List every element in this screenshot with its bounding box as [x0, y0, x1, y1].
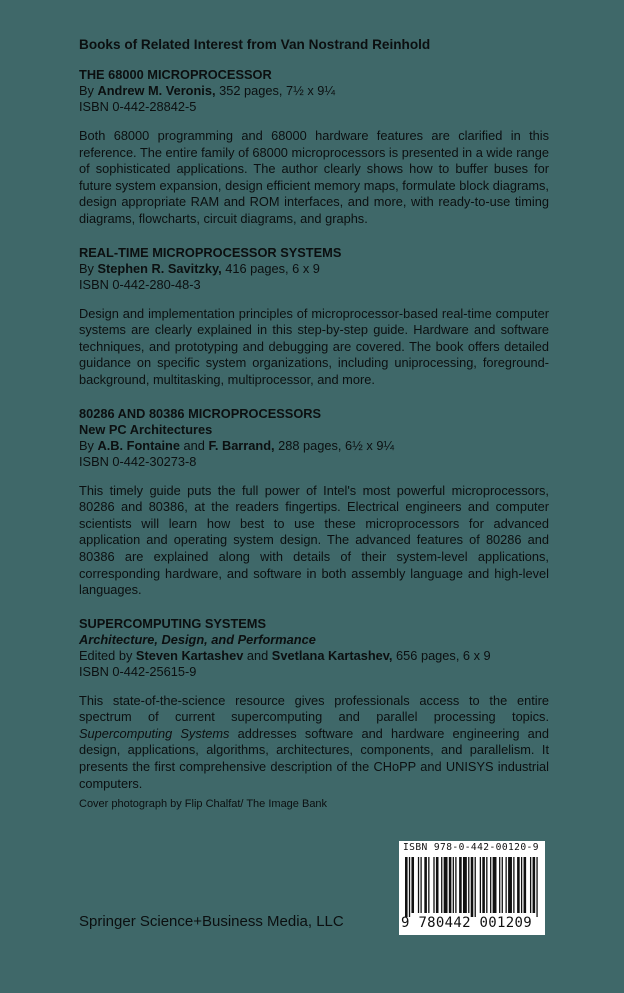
barcode-bar	[428, 857, 429, 913]
barcode-bar	[436, 857, 439, 913]
book-isbn: ISBN 0-442-280-48-3	[79, 276, 201, 292]
barcode-bar	[418, 857, 419, 913]
author-name: Stephen R. Savitzky,	[97, 260, 222, 276]
book-entry	[79, 245, 549, 389]
book-subtitle: New PC Architectures	[79, 421, 213, 437]
barcode-bar	[420, 857, 421, 913]
barcode-digits: 9 780442 001209	[401, 915, 532, 931]
by-prefix: By	[79, 437, 98, 453]
barcode-bar	[409, 857, 410, 917]
cover-photo-credit: Cover photograph by Flip Chalfat/ The Image Bank	[79, 798, 328, 810]
barcode-bar	[441, 857, 442, 913]
barcode-bar	[517, 857, 520, 913]
barcode-bar	[475, 857, 476, 917]
barcode-bar	[459, 857, 462, 913]
book-entry	[79, 67, 549, 228]
back-cover-content	[79, 37, 549, 809]
barcode-bar	[405, 857, 408, 917]
author-name: F. Barrand,	[208, 437, 275, 453]
book-description: Both 68000 programming and 68000 hardware features are clarified in this reference. The entire family of 68000 microprocessors is presented in a wide range of sophisticated applications. The author clearly shows how to buffer buses for future system expansion, design efficient memory maps, formulate block diagrams, design appropriate RAM and ROM interfaces, and more, with ready-to-use timing diagrams, flowcharts, circuit diagrams, and graphs.	[79, 128, 549, 226]
barcode-bar	[533, 857, 536, 913]
author-join: and	[179, 437, 209, 453]
description-text: addresses software and hardware engineering and design, applications, algorithms, architectures, components, and parallelism. It presents the first comprehensive description of the CHoPP and UNISYS industrial computers.	[79, 725, 549, 791]
book-description	[79, 693, 549, 793]
book-isbn: ISBN 0-442-30273-8	[79, 453, 197, 469]
barcode-bar	[536, 857, 537, 917]
barcode-bar	[449, 857, 452, 913]
barcode-bar	[486, 857, 487, 913]
barcode-bar	[493, 857, 497, 913]
book-title: SUPERCOMPUTING SYSTEMS	[79, 615, 266, 631]
barcode-bar	[444, 857, 448, 913]
description-text: This state-of-the-science resource gives professionals access to the entire spectrum of current supercomputing and parallel processing topics.	[79, 692, 549, 725]
barcode-bar	[490, 857, 491, 913]
book-byline	[79, 648, 549, 664]
book-isbn: ISBN 0-442-25615-9	[79, 663, 197, 679]
book-details: 416 pages, 6 x 9	[221, 260, 320, 276]
book-byline	[79, 83, 549, 99]
barcode-bar	[506, 857, 507, 913]
book-subtitle-text: Architecture, Design, and Performance	[79, 631, 316, 647]
barcode-bar	[411, 857, 414, 913]
isbn-barcode	[399, 841, 545, 935]
by-prefix: By	[79, 260, 98, 276]
barcode-bar	[482, 857, 485, 913]
barcode-bar	[508, 857, 512, 913]
barcode-isbn-text: ISBN 978-0-442-00120-9	[403, 842, 539, 853]
barcode-bar	[502, 857, 503, 913]
barcode-bars	[405, 857, 539, 917]
book-title: 80286 AND 80386 MICROPROCESSORS	[79, 405, 322, 421]
author-join: and	[243, 647, 272, 663]
description-italic: Supercomputing Systems	[79, 725, 230, 741]
barcode-bar	[453, 857, 454, 913]
author-name: Svetlana Kartashev,	[271, 647, 393, 663]
book-byline	[79, 261, 549, 277]
barcode-bar	[499, 857, 500, 913]
book-byline	[79, 438, 549, 454]
barcode-bar	[424, 857, 427, 913]
by-prefix: Edited by	[79, 647, 136, 663]
author-name: Steven Kartashev	[135, 647, 244, 663]
book-title: REAL-TIME MICROPROCESSOR SYSTEMS	[79, 244, 342, 260]
barcode-bar	[463, 857, 467, 913]
book-subtitle	[79, 632, 549, 648]
barcode-bar	[433, 857, 434, 913]
barcode-bar	[524, 857, 527, 913]
book-title: THE 68000 MICROPROCESSOR	[79, 67, 272, 82]
author-name: A.B. Fontaine	[97, 437, 180, 453]
by-prefix: By	[79, 83, 98, 98]
book-details: 288 pages, 6½ x 9¼	[274, 437, 395, 453]
book-entry	[79, 616, 549, 793]
book-description: Design and implementation principles of microprocessor-based real-time computer systems are clearly explained in this step-by-step guide. Hardware and software techniques, and prototyping and debugging are covered. The book offers detailed guidance on specific system organizations, including uniprocessing, foreground-background, multitasking, multiprocessor, and more.	[79, 305, 549, 387]
book-details: 352 pages, 7½ x 9¼	[215, 83, 336, 98]
barcode-bar	[521, 857, 522, 913]
publisher-name: Springer Science+Business Media, LLC	[79, 913, 344, 930]
author-name: Andrew M. Veronis,	[97, 83, 216, 98]
barcode-bar	[530, 857, 531, 913]
page-title: Books of Related Interest from Van Nostrand Reinhold	[79, 37, 431, 52]
book-details: 656 pages, 6 x 9	[392, 647, 491, 663]
barcode-bar	[513, 857, 514, 913]
barcode-bar	[468, 857, 469, 913]
barcode-bar	[471, 857, 474, 917]
book-isbn: ISBN 0-442-28842-5	[79, 99, 197, 114]
book-description: This timely guide puts the full power of Intel's most powerful microprocessors, 80286 and 80386, at the readers fingertips. Electrical engineers and computer scientists will learn how best to use these microprocessors for advanced application and operating system design. The advanced features of 80286 and 80386 are explained along with details of their system-level applications, corresponding hardware, and software in both assembly language and high-level languages.	[79, 482, 549, 598]
barcode-bar	[455, 857, 456, 913]
book-entry	[79, 406, 549, 599]
barcode-bar	[480, 857, 481, 913]
